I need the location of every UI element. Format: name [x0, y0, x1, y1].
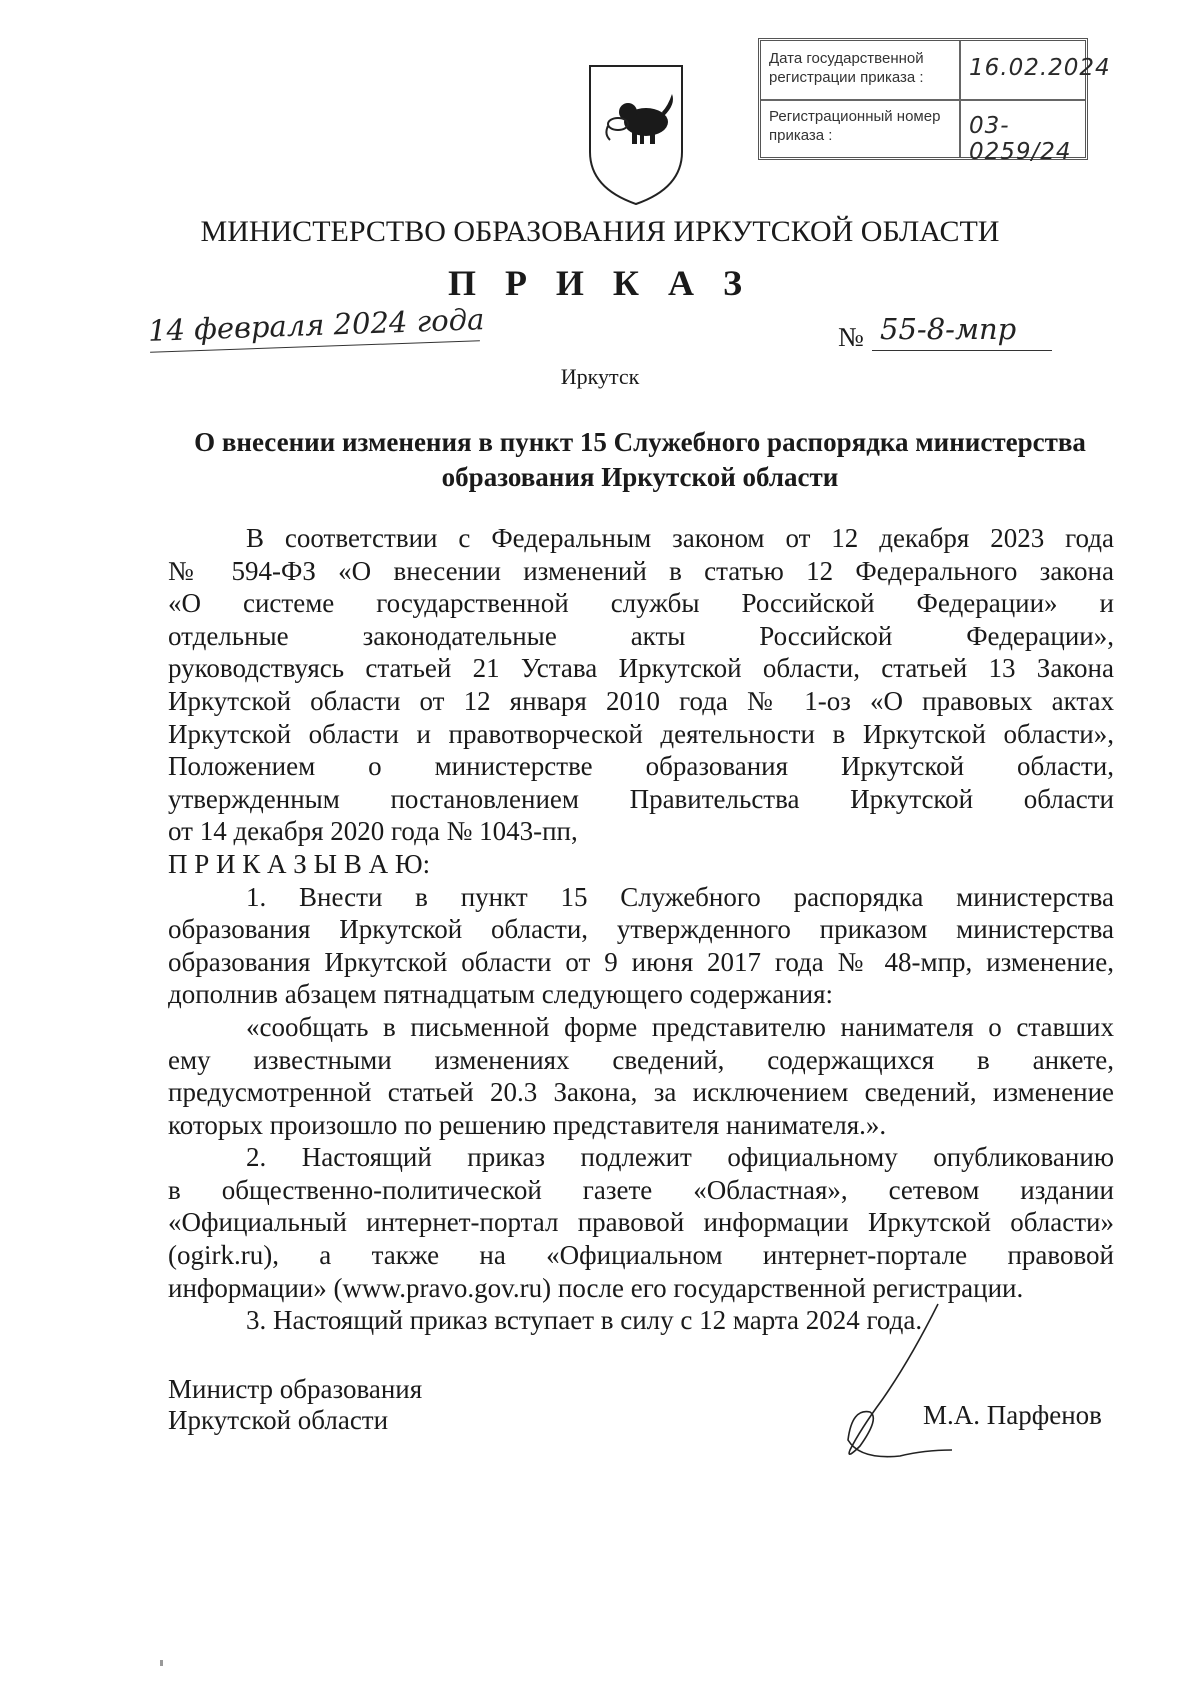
text-line: В соответствии с Федеральным законом от 12 декабря 2023 года: [246, 523, 1114, 553]
text-line: отдельные законодательные акты Российской Федерации»,: [168, 620, 1114, 651]
text-line: от 14 декабря 2020 года № 1043-пп,: [168, 816, 578, 847]
text-line: руководствуясь статьей 21 Устава Иркутской области, статьей 13 Закона: [168, 653, 1114, 684]
text-line: Иркутской области от 12 января 2010 года № 1-оз «О правовых актах: [168, 685, 1114, 716]
text-line: 2. Настоящий приказ подлежит официальному опубликованию: [246, 1142, 1114, 1173]
item-1: [168, 881, 1114, 1011]
text-line: в общественно-политической газете «Областная», сетевом издании: [168, 1174, 1114, 1205]
text-line: Положением о министерстве образования Иркутской области,: [168, 751, 1114, 782]
quoted-paragraph: [168, 1011, 1114, 1141]
text-line: «Официальный интернет-портал правовой информации Иркутской области»: [168, 1207, 1114, 1238]
text-line: «сообщать в письменной форме представителю нанимателя о ставших: [246, 1011, 1114, 1042]
handwritten-date: 14 февраля 2024 года: [147, 302, 485, 348]
text-line: образования Иркутской области, утвержденного приказом министерства: [168, 914, 1114, 945]
order-subject: [160, 425, 1120, 495]
registration-stamp: [758, 38, 1111, 165]
text-line: «О системе государственной службы Российской Федерации» и: [168, 588, 1114, 619]
document-title: П Р И К А З: [447, 263, 753, 303]
registration-date-value: 16.02.2024: [969, 55, 1111, 81]
text-line: (ogirk.ru), а также на «Официальном интернет-портале правовой: [168, 1240, 1114, 1271]
registration-number-label: Регистрационный номер приказа :: [769, 108, 941, 144]
text-line: которых произошло по решению представителя нанимателя.».: [168, 1109, 887, 1140]
preamble-paragraph: [168, 522, 1114, 848]
position-line: Министр образования: [168, 1374, 423, 1404]
signatory-position: [168, 1374, 422, 1436]
signatory-name: М.А. Парфенов: [923, 1400, 1102, 1430]
ministry-name: МИНИСТЕРСТВО ОБРАЗОВАНИЯ ИРКУТСКОЙ ОБЛАСТИ: [200, 215, 1000, 248]
text-line: ему известными изменениях сведений, содержащихся в анкете,: [168, 1044, 1114, 1075]
registration-number-row: [761, 99, 1085, 165]
number-sign: №: [838, 322, 864, 352]
item-2: [168, 1141, 1114, 1304]
text-line: утвержденным постановлением Правительства Иркутской области: [168, 783, 1114, 814]
registration-date-row: [761, 41, 1111, 101]
handwritten-signature-icon: [820, 1300, 960, 1460]
text-line: дополнив абзацем пятнадцатым следующего содержания:: [168, 979, 833, 1010]
decree-word: П Р И К А З Ы В А Ю:: [168, 848, 431, 879]
coat-of-arms-icon: [584, 60, 688, 208]
handwritten-order-number: 55-8-мпр: [880, 312, 1017, 346]
item-3: 3. Настоящий приказ вступает в силу с 12 марта 2024 года.: [246, 1305, 923, 1336]
text-line: образования Иркутской области от 9 июня 2017 года № 48-мпр, изменение,: [168, 946, 1114, 977]
order-body: [168, 522, 1114, 1337]
text-line: № 594-ФЗ «О внесении изменений в статью 12 Федерального закона: [168, 555, 1114, 586]
registration-date-label: Дата государственной регистрации приказа :: [769, 50, 924, 86]
registration-number-value: 03-0259/24: [969, 113, 1072, 165]
text-line: 1. Внести в пункт 15 Служебного распорядка министерства: [246, 881, 1114, 912]
scan-mark: [160, 1660, 163, 1666]
subject-line: образования Иркутской области: [441, 462, 839, 492]
city: Иркутск: [560, 364, 640, 389]
text-line: предусмотренной статьей 20.3 Закона, за исключением сведений, изменение: [168, 1077, 1114, 1108]
text-line: информации» (www.pravo.gov.ru) после его государственной регистрации.: [168, 1272, 1024, 1303]
number-underline: [872, 350, 1052, 351]
text-line: Иркутской области и правотворческой деятельности в Иркутской области»,: [168, 718, 1114, 749]
position-line: Иркутской области: [168, 1405, 389, 1435]
subject-line: О внесении изменения в пункт 15 Служебного распорядка министерства: [194, 427, 1086, 457]
